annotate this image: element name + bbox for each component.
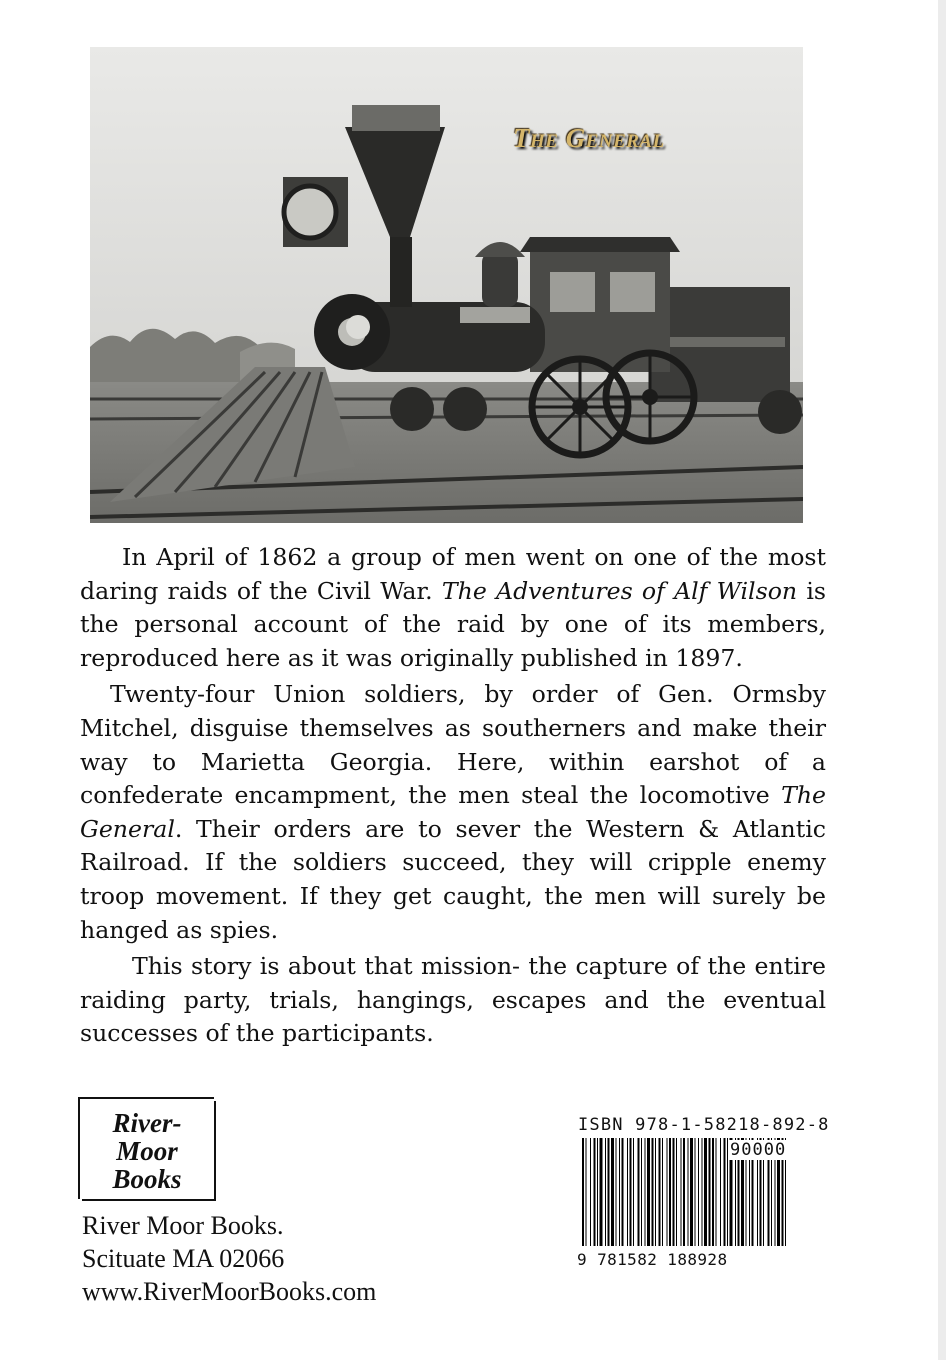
- logo-line-1: River-: [112, 1108, 182, 1138]
- barcode-bar: [681, 1138, 682, 1246]
- barcode-bar: [683, 1138, 685, 1246]
- edge-strip: [938, 0, 946, 1360]
- barcode-bar: [690, 1138, 693, 1246]
- barcode-bar: [616, 1138, 617, 1246]
- barcode-bar: [605, 1138, 606, 1246]
- barcode-bar: [600, 1138, 603, 1246]
- barcode-bar: [638, 1138, 640, 1246]
- blurb-p2-start: Twenty-four Union soldiers, by order of Gen. Ormsby Mitchel, disguise themselves as southerners and make their way to Marietta Georgia. Here, within earshot of a confederate encampment, the men steal the locomotive: [80, 680, 826, 810]
- barcode-bar: [669, 1138, 671, 1246]
- barcode-bar: [630, 1138, 632, 1246]
- barcode-bar: [662, 1138, 663, 1246]
- price-code: 90000: [730, 1140, 787, 1160]
- logo-line-2: Moor: [116, 1136, 178, 1166]
- barcode-bar: [724, 1138, 726, 1246]
- barcode-bar: [720, 1138, 721, 1246]
- barcode-bar: [586, 1138, 587, 1246]
- barcode-bar: [645, 1138, 646, 1246]
- barcode-bar: [611, 1138, 614, 1246]
- barcode-bar: [709, 1138, 711, 1246]
- barcode-bar: [695, 1138, 696, 1246]
- barcode-bar: [619, 1138, 620, 1246]
- barcode-bar: [622, 1138, 624, 1246]
- locomotive-name-italic: The General: [80, 781, 826, 843]
- blurb-paragraph-2: [80, 678, 826, 947]
- book-title-italic: The Adventures of Alf Wilson: [441, 576, 798, 605]
- barcode-bar: [641, 1138, 642, 1246]
- barcode-bar: [712, 1138, 714, 1246]
- barcode-bar: [667, 1138, 668, 1246]
- photo-caption: The General: [513, 123, 665, 153]
- blurb-p1-end: is the personal account of the raid by one of its members, reproduced here as it was originally published in 1897.: [80, 576, 826, 672]
- barcode-bar: [688, 1138, 689, 1246]
- barcode-bar: [633, 1138, 634, 1246]
- blurb-paragraph-3: This story is about that mission- the capture of the entire raiding party, trials, hangings, escapes and the eventual successes of the participants.: [80, 952, 826, 1048]
- barcode-bar: [716, 1138, 717, 1246]
- publisher-info: [82, 1209, 376, 1308]
- blurb-p1-start: In April of 1862 a group of men went on one of the most daring raids of the Civil War.: [80, 543, 826, 605]
- barcode-bar: [597, 1138, 598, 1246]
- blurb-p2-end: . Their orders are to sever the Western & Atlantic Railroad. If the soldiers succeed, they will cripple enemy troop movement. If they get caught, the men will surely be hanged as spies.: [80, 814, 826, 944]
- publisher-logo: [78, 1097, 216, 1201]
- barcode-bar: [659, 1138, 661, 1246]
- barcode-bar: [647, 1138, 650, 1246]
- barcode-bar: [704, 1138, 707, 1246]
- barcode-bar: [676, 1138, 677, 1246]
- logo-text: [78, 1109, 216, 1193]
- barcode-bar: [590, 1138, 591, 1246]
- locomotive-photo: [90, 47, 803, 523]
- back-cover-blurb: [80, 541, 826, 1051]
- barcode-bar: [655, 1138, 656, 1246]
- publisher-website: www.RiverMoorBooks.com: [82, 1277, 377, 1306]
- barcode-bar: [698, 1138, 699, 1246]
- barcode-bar: [582, 1138, 584, 1246]
- logo-line-3: Books: [112, 1164, 182, 1194]
- ean-digits: 9 781582 188928: [577, 1250, 728, 1269]
- barcode-bar: [652, 1138, 654, 1246]
- barcode-bar: [673, 1138, 675, 1246]
- blurb-paragraph-1: [80, 541, 826, 675]
- barcode-bar: [594, 1138, 596, 1246]
- isbn-label: ISBN 978-1-58218-892-8: [578, 1115, 830, 1135]
- barcode-bar: [627, 1138, 628, 1246]
- publisher-city: Scituate MA 02066: [82, 1244, 285, 1273]
- barcode-bar: [702, 1138, 703, 1246]
- publisher-name: River Moor Books.: [82, 1211, 284, 1240]
- barcode-bar: [608, 1138, 610, 1246]
